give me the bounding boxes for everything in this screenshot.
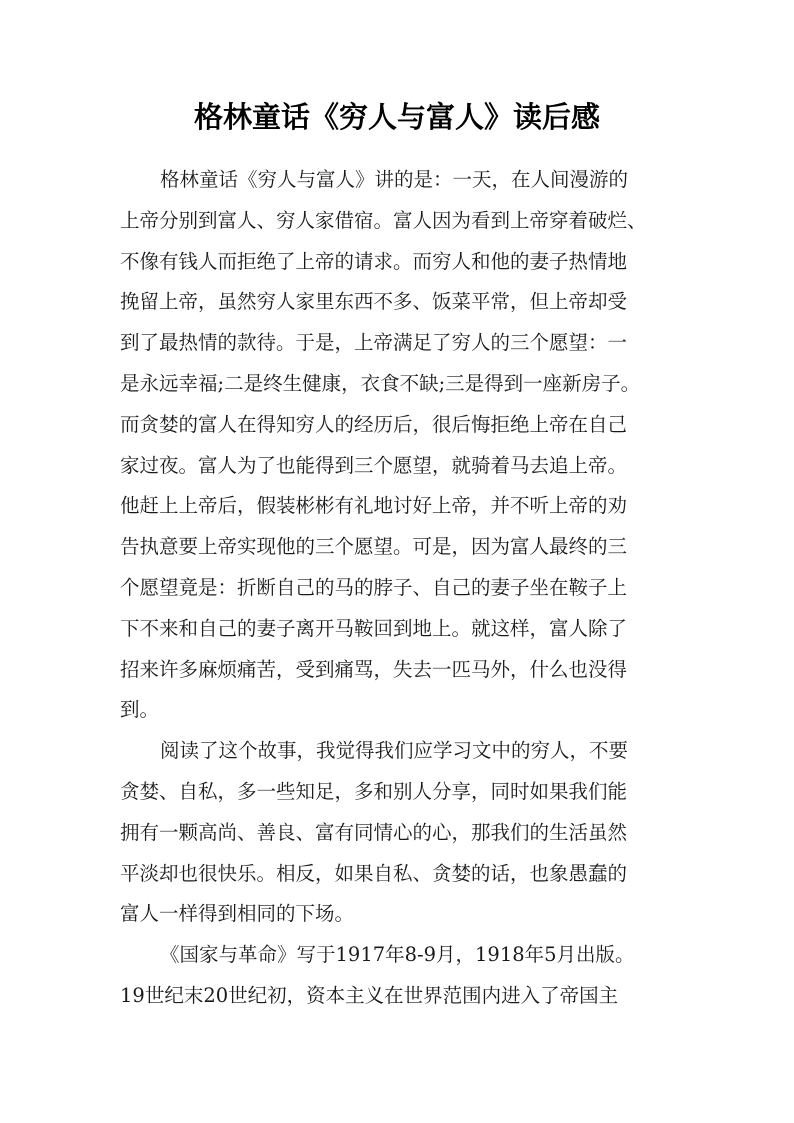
text-line: 招来许多麻烦痛苦，受到痛骂，失去一匹马外，什么也没得	[120, 657, 628, 681]
text-line: 不像有钱人而拒绝了上帝的请求。而穷人和他的妻子热情地	[120, 249, 628, 273]
text-line: 格林童话《穷人与富人》讲的是：一天，在人间漫游的	[160, 168, 629, 191]
paragraph-state-and-revolution	[120, 935, 680, 1017]
text-line: 到了最热情的款待。于是，上帝满足了穷人的三个愿望：一	[120, 331, 628, 355]
text-line: 个愿望竟是：折断自己的马的脖子、自己的妻子坐在鞍子上	[120, 575, 628, 599]
text-line: 拥有一颗高尚、善良、富有同情心的心，那我们的生活虽然	[120, 820, 628, 844]
text-line: 到。	[120, 698, 160, 722]
text-line: 他赶上上帝后，假装彬彬有礼地讨好上帝，并不听上帝的劝	[120, 494, 628, 518]
paragraph-story-summary	[120, 160, 680, 731]
text-line: 阅读了这个故事，我觉得我们应学习文中的穷人，不要	[160, 739, 629, 763]
text-line: 19世纪末20世纪初，资本主义在世界范围内进入了帝国主	[120, 983, 619, 1007]
text-line: 富人一样得到相同的下场。	[120, 902, 355, 926]
paragraph-reflection	[120, 731, 680, 935]
text-line: 贪婪、自私，多一些知足，多和别人分享，同时如果我们能	[120, 779, 628, 803]
text-line: 上帝分别到富人、穷人家借宿。富人因为看到上帝穿着破烂、	[120, 208, 647, 232]
document-body	[120, 160, 680, 1017]
text-line: 《国家与革命》写于1917年8-9月，1918年5月出版。	[160, 943, 635, 967]
text-line: 下不来和自己的妻子离开马鞍回到地上。就这样，富人除了	[120, 616, 628, 640]
text-line: 是永远幸福;二是终生健康，衣食不缺;三是得到一座新房子。	[120, 371, 641, 395]
text-line: 平淡却也很快乐。相反，如果自私、贪婪的话，也象愚蠢的	[120, 861, 628, 885]
text-line: 家过夜。富人为了也能得到三个愿望，就骑着马去追上帝。	[120, 453, 628, 477]
document-title: 格林童话《穷人与富人》读后感	[193, 100, 600, 134]
text-line: 挽留上帝，虽然穷人家里东西不多、饭菜平常，但上帝却受	[120, 290, 628, 314]
text-line: 而贪婪的富人在得知穷人的经历后，很后悔拒绝上帝在自己	[120, 412, 628, 436]
text-line: 告执意要上帝实现他的三个愿望。可是，因为富人最终的三	[120, 535, 628, 559]
